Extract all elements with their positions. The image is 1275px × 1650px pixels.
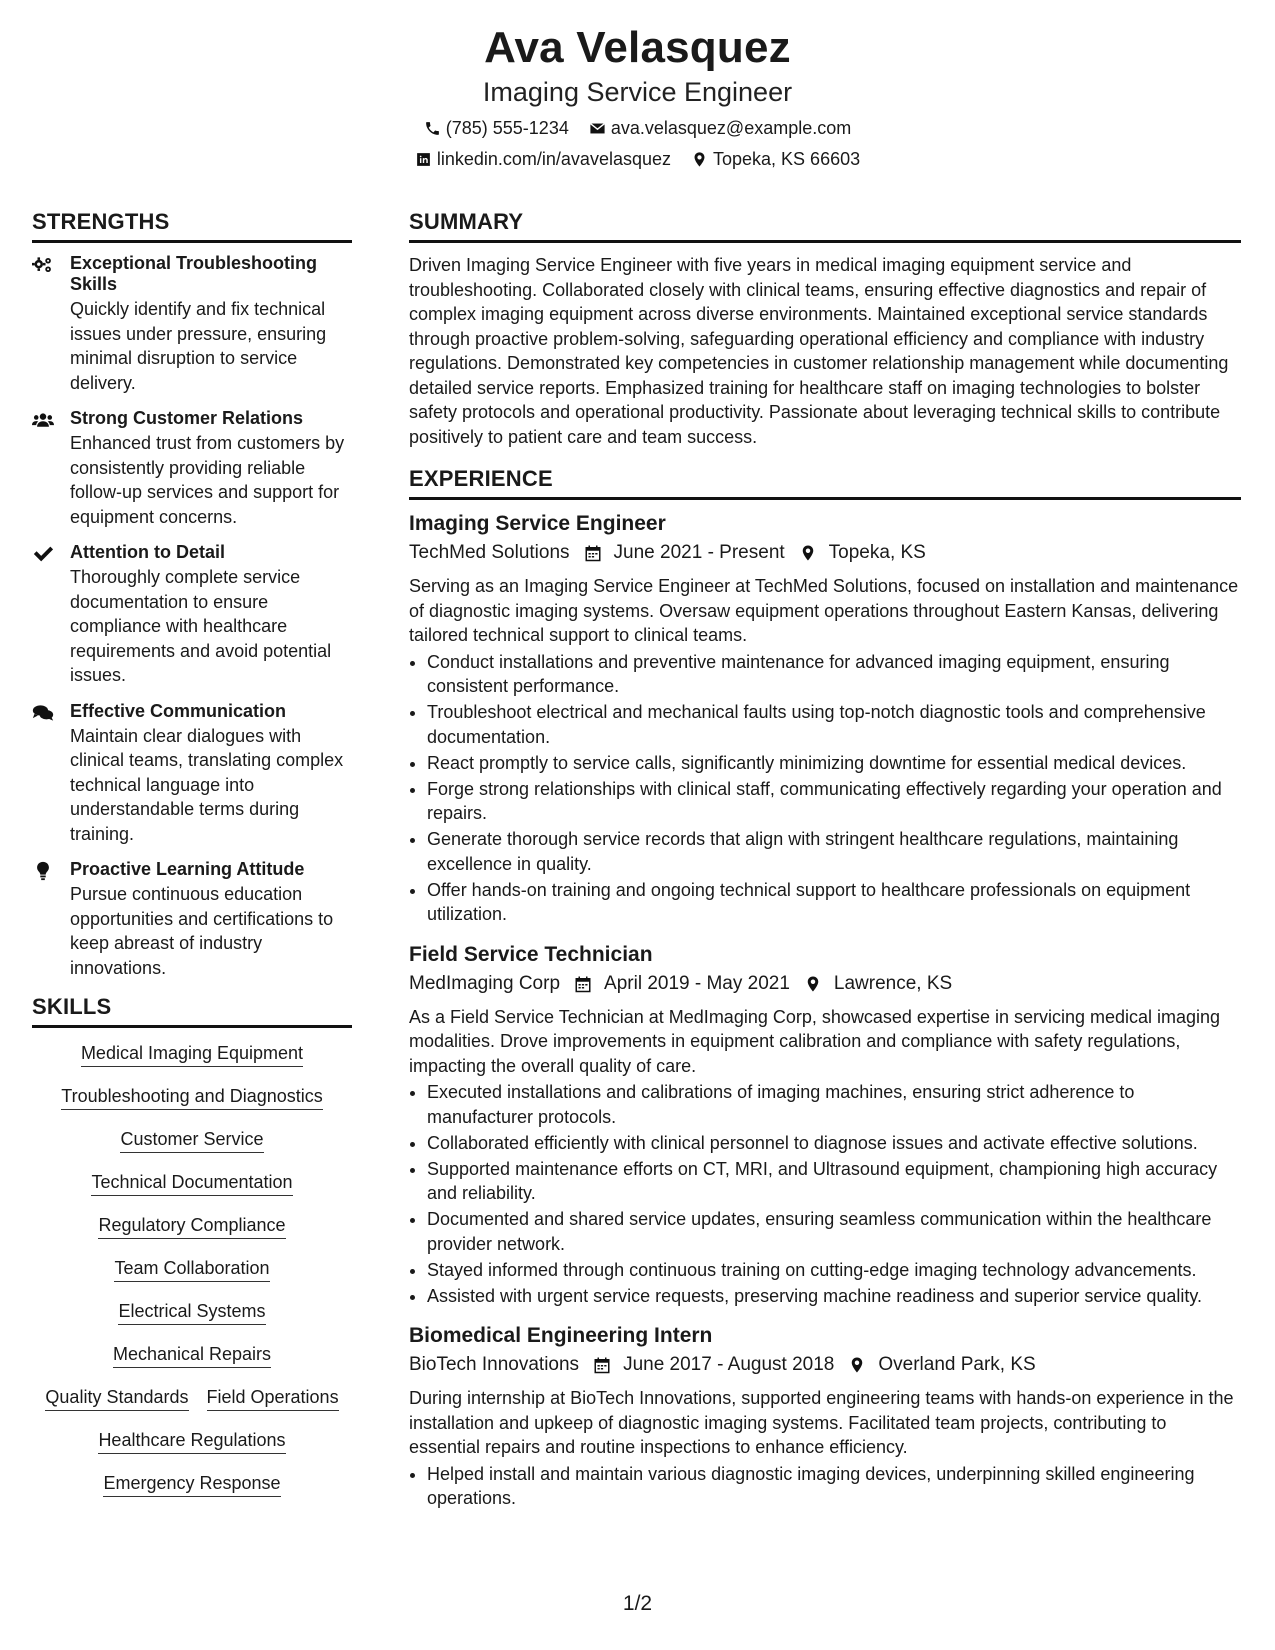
right-column (409, 208, 1241, 1525)
strength-desc: Enhanced trust from customers by consistently providing reliable follow-up services and support for equipment concerns. (70, 433, 345, 527)
bullet-item: • Troubleshoot electrical and mechanical faults using top-notch diagnostic tools and comprehensive documentation. (427, 700, 1241, 749)
job-description: As a Field Service Technician at MedImaging Corp, showcased expertise in servicing medical imaging modalities. Drove improvements in equipment calibration and compliance with safety regulations, impacting the overall quality of care. (409, 1006, 1221, 1076)
skill-tag: Healthcare Regulations (98, 1429, 285, 1454)
strength-item (32, 542, 352, 688)
phone-icon (424, 120, 441, 137)
strength-desc: Pursue continuous education opportunities and certifications to keep abreast of industry innovations. (70, 884, 334, 978)
job-role: Imaging Service Engineer (409, 512, 666, 535)
map-pin-icon (848, 1356, 866, 1374)
job-company: MedImaging Corp (409, 972, 561, 994)
contact-location (691, 147, 860, 171)
strength-desc: Thoroughly complete service documentation to ensure compliance with healthcare requirements and avoid potential issues. (70, 567, 332, 685)
strength-item (32, 859, 352, 980)
skill-tag: Medical Imaging Equipment (81, 1042, 303, 1067)
calendar-icon (574, 975, 592, 993)
resume-header (0, 0, 1275, 171)
strength-title: Exceptional Troubleshooting Skills (70, 253, 318, 294)
job-location: Topeka, KS (828, 542, 926, 563)
summary-heading: SUMMARY (409, 208, 1241, 243)
strength-title: Strong Customer Relations (70, 408, 304, 428)
job-entry (409, 510, 1241, 927)
contact-row-2 (0, 147, 1275, 171)
email-text[interactable]: ava.velasquez@example.com (610, 118, 852, 138)
candidate-title: Imaging Service Engineer (482, 77, 793, 107)
job-location: Overland Park, KS (878, 1354, 1036, 1375)
skill-tag: Quality Standards (45, 1386, 188, 1411)
skill-tag: Regulatory Compliance (98, 1214, 285, 1239)
left-column (32, 208, 352, 1515)
strength-title: Proactive Learning Attitude (70, 859, 305, 879)
job-description: Serving as an Imaging Service Engineer at TechMed Solutions, focused on installation and maintenance of diagnostic imaging systems. Oversaw equipment operations throughout Eastern Kansas, delivering tailored technical support to clinical teams. (409, 576, 1239, 645)
users-icon (32, 408, 70, 529)
bullet-item: • Assisted with urgent service requests, preserving machine readiness and superior service quality. (427, 1284, 1241, 1309)
bullet-item: • Stayed informed through continuous training on cutting-edge imaging technology advancements. (427, 1258, 1241, 1283)
bullet-item: • Helped install and maintain various diagnostic imaging devices, underpinning skilled engineering operations. (427, 1462, 1241, 1511)
job-dates: June 2021 - Present (613, 542, 785, 563)
contact-phone (424, 116, 569, 140)
linkedin-text[interactable]: linkedin.com/in/avavelasquez (436, 149, 671, 169)
bullet-item: • Supported maintenance efforts on CT, MRI, and Ultrasound equipment, championing high accuracy and reliability. (427, 1157, 1241, 1206)
calendar-icon (584, 544, 602, 562)
job-entry (409, 941, 1241, 1309)
strength-title: Attention to Detail (70, 542, 225, 562)
job-company: BioTech Innovations (409, 1354, 580, 1375)
job-company: TechMed Solutions (409, 542, 570, 563)
strength-title: Effective Communication (70, 700, 287, 721)
job-role: Biomedical Engineering Intern (409, 1324, 713, 1347)
skill-tag: Technical Documentation (91, 1171, 292, 1196)
job-dates: June 2017 - August 2018 (623, 1354, 835, 1375)
contact-row-1 (0, 116, 1275, 140)
job-meta (409, 1352, 1241, 1378)
bullet-item: • Executed installations and calibrations of imaging machines, ensuring strict adherence to manufacturer protocols. (427, 1080, 1241, 1129)
strengths-heading: STRENGTHS (32, 208, 352, 243)
bullet-item: • Forge strong relationships with clinical staff, communicating effectively regarding your operation and repairs. (427, 777, 1241, 826)
skill-tag: Electrical Systems (118, 1300, 265, 1325)
job-bullets (409, 1462, 1241, 1511)
job-bullets (409, 650, 1241, 927)
map-pin-icon (804, 975, 822, 993)
bullet-item: • Collaborated efficiently with clinical personnel to diagnose issues and activate effective solutions. (427, 1131, 1241, 1156)
job-dates: April 2019 - May 2021 (604, 972, 790, 994)
check-icon (32, 542, 70, 688)
skill-tag: Troubleshooting and Diagnostics (61, 1085, 323, 1110)
skill-tag: Mechanical Repairs (113, 1343, 271, 1368)
skill-tag: Field Operations (207, 1386, 339, 1411)
linkedin-icon (415, 151, 432, 168)
location-text: Topeka, KS 66603 (713, 149, 861, 169)
bullet-item: • Conduct installations and preventive maintenance for advanced imaging equipment, ensuring consistent performance. (427, 650, 1241, 699)
strength-item (32, 408, 352, 529)
skill-tag: Emergency Response (103, 1472, 280, 1497)
contact-linkedin[interactable] (415, 147, 671, 171)
bullet-item: • Documented and shared service updates, ensuring seamless communication within the healthcare provider network. (427, 1207, 1241, 1256)
strength-item (32, 253, 352, 395)
gears-icon (32, 253, 70, 395)
skill-tag: Customer Service (120, 1128, 263, 1153)
strength-item (32, 701, 352, 847)
skills-heading: SKILLS (32, 993, 352, 1028)
skill-tag: Team Collaboration (114, 1257, 269, 1282)
lightbulb-icon (32, 859, 70, 980)
bullet-item: • React promptly to service calls, significantly minimizing downtime for essential medical devices. (427, 751, 1241, 776)
job-entry (409, 1322, 1241, 1511)
strength-desc: Quickly identify and fix technical issues under pressure, ensuring minimal disruption to service delivery. (70, 299, 327, 393)
map-pin-icon (799, 544, 817, 562)
map-pin-icon (691, 151, 708, 168)
experience-heading: EXPERIENCE (409, 465, 1241, 500)
contact-email[interactable] (589, 116, 851, 140)
job-meta (409, 971, 1241, 997)
page-number: 1/2 (622, 1592, 653, 1615)
job-bullets (409, 1080, 1241, 1308)
bullet-item: • Offer hands-on training and ongoing technical support to healthcare professionals on equipment utilization. (427, 878, 1241, 927)
comments-icon (32, 701, 70, 847)
bullet-item: • Generate thorough service records that align with stringent healthcare regulations, maintaining excellence in quality. (427, 827, 1241, 876)
candidate-name: Ava Velasquez (484, 23, 791, 72)
job-meta (409, 540, 1241, 566)
job-description: During internship at BioTech Innovations, supported engineering teams with hands-on experience in the installation and upkeep of diagnostic imaging systems. Facilitated team projects, contributing to essential repairs and routine inspections to enhance efficiency. (409, 1388, 1234, 1457)
job-role: Field Service Technician (409, 942, 653, 966)
job-location: Lawrence, KS (833, 972, 953, 994)
strength-desc: Maintain clear dialogues with clinical teams, translating complex technical language into understandable terms during training. (70, 725, 344, 844)
skills-section (32, 993, 352, 1497)
envelope-icon (589, 120, 606, 137)
phone-text: (785) 555-1234 (445, 118, 569, 138)
summary-text: Driven Imaging Service Engineer with five years in medical imaging equipment service and troubleshooting. Collaborated closely with clinical teams, ensuring effective diagnostics and repair of complex imaging equipment across diverse environments. Maintained exceptional service standards through proactive problem-solving, safeguarding operational efficiency and compliance with industry regulations. Demonstrated key competencies in customer relationship management while documenting detailed service reports. Emphasized training for healthcare staff on imaging technologies to bolster safety protocols and operational productivity. Passionate about leveraging technical skills to contribute positively to patient care and team success. (409, 255, 1229, 447)
calendar-icon (593, 1356, 611, 1374)
